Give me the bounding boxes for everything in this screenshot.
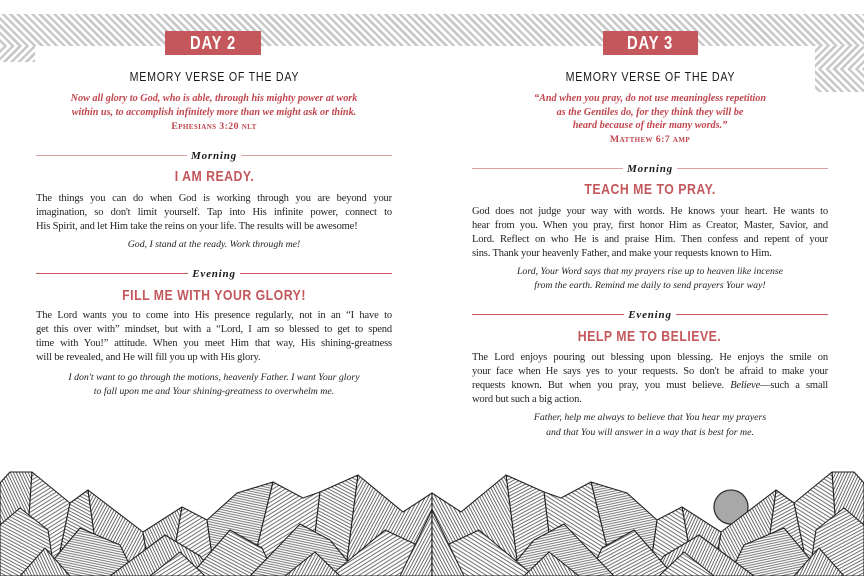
body-line: hear from you. When you pray, first honor Him as Creator, Master, Savior, and	[472, 220, 828, 231]
evening-label: Evening	[624, 309, 676, 321]
verse-reference: Ephesians 3:20 nlt	[171, 121, 257, 132]
body-line: get this over with” mindset, but with a “Lord, I am so blessed to get to spend	[36, 324, 392, 335]
morning-prayer	[36, 238, 392, 252]
body-line: your face when He says yes to your requests. So don't be afraid to make your	[472, 366, 828, 377]
left-chevron-decoration	[0, 46, 35, 62]
body-line: The Lord enjoys pouring out blessing upon blessing. He enjoys the smile on	[472, 352, 828, 363]
evening-title-text: HELP ME TO BELIEVE.	[578, 328, 722, 345]
body-line: Lord. Reflect on who He is and praise Him. Then confess and repent of your	[472, 234, 828, 245]
body-line: God does not judge your way with words. He knows your heart. He wants to	[472, 206, 828, 217]
day-label: DAY 2	[190, 33, 236, 53]
body-line	[472, 379, 828, 393]
memory-verse-heading	[472, 69, 828, 85]
morning-title-text: I AM READY.	[174, 168, 254, 185]
prayer-line: I don't want to go through the motions, heavenly Father. I want Your glory	[68, 372, 360, 383]
evening-divider	[472, 306, 828, 322]
evening-title	[472, 328, 828, 346]
memory-verse	[36, 92, 392, 134]
prayer-line: from the earth. Remind me daily to send prayers Your way!	[534, 280, 766, 291]
morning-label: Morning	[623, 163, 677, 175]
day-badge	[165, 31, 261, 55]
prayer-line: and that You will answer in a way that is best for me.	[546, 426, 754, 438]
evening-divider	[36, 265, 392, 281]
verse-line: “And when you pray, do not use meaningless repetition	[534, 93, 766, 104]
verse-reference: Matthew 6:7 amp	[609, 134, 691, 146]
evening-prayer	[36, 371, 392, 399]
memory-verse-heading-text: MEMORY VERSE OF THE DAY	[565, 69, 735, 84]
morning-divider	[36, 147, 392, 163]
body-line: will be revealed, and He will fill you up with His glory.	[36, 352, 261, 363]
verse-line: as the Gentiles do, for they think they will be	[556, 106, 744, 118]
morning-title-text: TEACH ME TO PRAY.	[584, 181, 716, 198]
body-text: —such a small	[760, 380, 828, 391]
body-line: sins. Thank your heavenly Father, and make your requests known to Him.	[472, 248, 772, 259]
evening-title	[36, 287, 392, 305]
morning-body	[36, 192, 392, 234]
body-line: The things you can do when God is working through you are beyond your	[36, 193, 392, 204]
evening-body	[472, 351, 828, 407]
body-line: His Spirit, and let Him take the reins on your life. The results will be awesome!	[36, 221, 358, 232]
body-text: requests known. But when you pray, you must believe.	[472, 380, 731, 391]
evening-prayer	[472, 411, 828, 440]
morning-prayer	[472, 265, 828, 293]
header-stripe-band	[0, 14, 864, 46]
morning-body	[472, 205, 828, 261]
verse-line: within us, to accomplish infinitely more than we might ask or think.	[71, 107, 357, 118]
body-line: imagination, so don't limit yourself. Tap into His infinite power, connect to	[36, 207, 392, 218]
morning-divider	[472, 160, 828, 176]
body-line: word but such a big action.	[472, 394, 582, 405]
morning-title	[36, 168, 392, 186]
right-chevron-decoration	[815, 46, 864, 69]
memory-verse	[472, 92, 828, 147]
evening-body	[36, 309, 392, 365]
morning-label: Morning	[187, 150, 241, 162]
mountain-range-illustration	[0, 440, 864, 576]
prayer-line: to fall upon me and Your shining-greatness to overwhelm me.	[93, 386, 335, 397]
verse-line: heard because of their many words.”	[572, 120, 728, 132]
evening-title-text: FILL ME WITH YOUR GLORY!	[122, 287, 306, 304]
morning-title	[472, 181, 828, 199]
body-line: The Lord wants you to come into His presence regularly, not in an “I have to	[36, 310, 392, 321]
verse-line: Now all glory to God, who is able, through his mighty power at work	[70, 93, 358, 104]
memory-verse-heading	[36, 69, 392, 85]
mountains-left	[0, 472, 432, 576]
prayer-line: Father, help me always to believe that You hear my prayers	[533, 412, 767, 423]
memory-verse-heading-text: MEMORY VERSE OF THE DAY	[129, 69, 299, 84]
emphasis-word: Believe	[730, 380, 761, 391]
mountains-right	[432, 472, 864, 576]
day-badge	[603, 31, 698, 55]
prayer-line: Lord, Your Word says that my prayers rise up to heaven like incense	[516, 266, 784, 277]
evening-label: Evening	[188, 268, 240, 280]
prayer-line: God, I stand at the ready. Work through me!	[127, 239, 301, 250]
day-label: DAY 3	[627, 33, 674, 53]
body-line: time with You!” attitude. When you meet Him that way, His shining-greatness	[36, 338, 392, 349]
